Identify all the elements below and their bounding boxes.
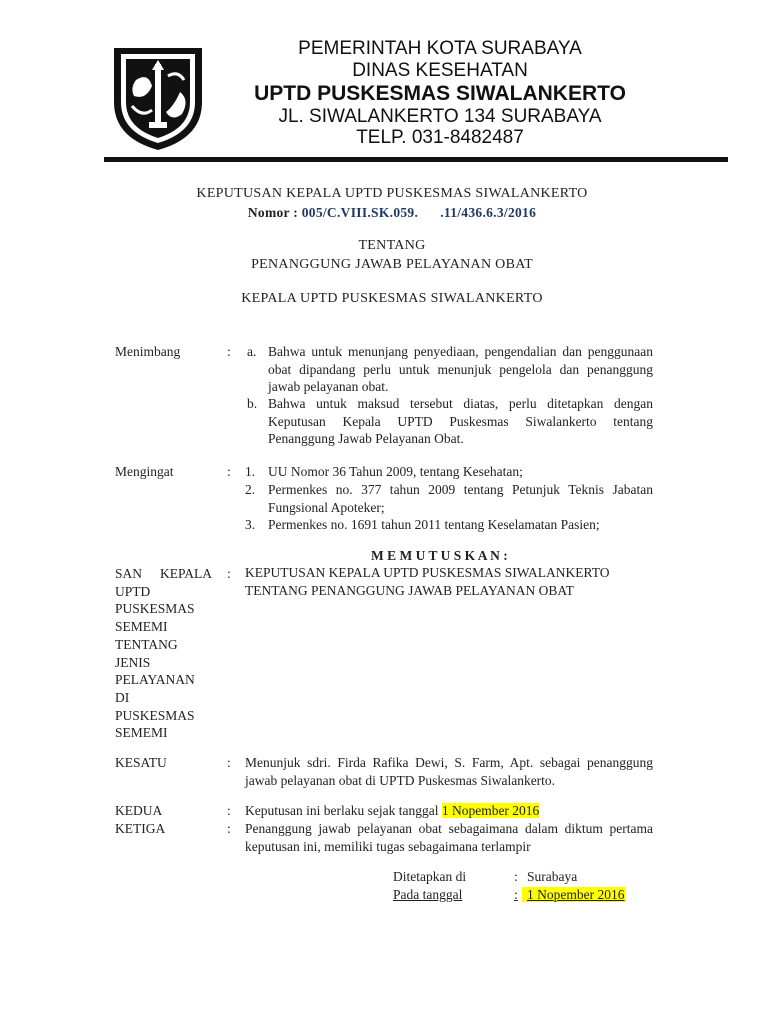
menimbang-marker-a: a. xyxy=(247,344,257,359)
ketiga-label: KETIGA xyxy=(115,821,166,836)
letterhead-divider xyxy=(104,157,728,162)
menetapkan-label-line: PUSKESMAS xyxy=(115,601,195,617)
menetapkan-label xyxy=(115,565,215,742)
kedua-colon: : xyxy=(227,803,231,818)
letterhead-department: DINAS KESEHATAN xyxy=(352,60,528,81)
menimbang-colon: : xyxy=(227,344,231,359)
ditetapkan-value: Surabaya xyxy=(527,869,578,884)
letterhead-phone: TELP. 031-8482487 xyxy=(356,127,524,148)
menetapkan-label-line: SEMEMI xyxy=(115,725,168,741)
kedua-text xyxy=(245,802,665,820)
decree-number xyxy=(104,205,680,221)
decree-subject: PENANGGUNG JAWAB PELAYANAN OBAT xyxy=(251,257,533,272)
tanggal-value xyxy=(522,886,626,904)
letterhead xyxy=(0,0,768,170)
menetapkan-label-line: JENIS xyxy=(115,654,151,670)
mengingat-item-1: UU Nomor 36 Tahun 2009, tentang Kesehatan; xyxy=(268,464,523,479)
decree-number-value: 005/C.VIII.SK.059. xyxy=(301,205,419,220)
menimbang-item-b: Bahwa untuk maksud tersebut diatas, perlu ditetapkan dengan Keputusan Kepala UPTD Puskesmas Siwalankerto tentang Penanggung Jawab Pelayanan Obat. xyxy=(268,396,653,446)
decree-issuer: KEPALA UPTD PUSKESMAS SIWALANKERTO xyxy=(241,291,543,306)
mengingat-colon: : xyxy=(227,464,231,479)
menimbang-item-a: Bahwa untuk menunjang penyediaan, pengendalian dan penggunaan obat dipandang perlu untuk menunjuk pengelola dan penanggung jawab pelayanan obat. xyxy=(268,344,653,394)
letterhead-government: PEMERINTAH KOTA SURABAYA xyxy=(298,38,582,59)
tentang-heading: TENTANG xyxy=(358,238,426,253)
ketiga-colon: : xyxy=(227,821,231,836)
kedua-text-body: Keputusan ini berlaku sejak tanggal xyxy=(245,803,442,818)
mengingat-label: Mengingat xyxy=(115,464,174,479)
decree-number-value-suffix: .11/436.6.3/2016 xyxy=(440,205,537,220)
kedua-label: KEDUA xyxy=(115,803,163,818)
ditetapkan-label: Ditetapkan di xyxy=(393,869,467,884)
menetapkan-label-line: SEMEMI xyxy=(115,619,168,635)
mengingat-marker-2: 2. xyxy=(245,482,256,497)
mengingat-marker-1: 1. xyxy=(245,464,256,479)
menetapkan-colon: : xyxy=(227,566,231,581)
menimbang-marker-b: b. xyxy=(247,396,258,411)
menetapkan-label-line: DI xyxy=(115,689,130,705)
letterhead-address: JL. SIWALANKERTO 134 SURABAYA xyxy=(278,106,602,127)
decree-number-label: Nomor : xyxy=(247,205,302,220)
ketiga-text: Penanggung jawab pelayanan obat sebagaimana dalam diktum pertama keputusan ini, memiliki tugas sebagaimana terlampir xyxy=(245,821,653,854)
tanggal-value-highlight: 1 Nopember 2016 xyxy=(522,887,626,902)
kesatu-label: KESATU xyxy=(115,755,167,770)
menimbang-label: Menimbang xyxy=(115,344,181,359)
kesatu-colon: : xyxy=(227,755,231,770)
tanggal-label: Pada tanggal xyxy=(393,887,463,902)
menetapkan-text-line1: KEPUTUSAN KEPALA UPTD PUSKESMAS SIWALANKERTO xyxy=(245,565,610,580)
menetapkan-label-line: SAN KEPALA xyxy=(115,566,212,581)
kesatu-text: Menunjuk sdri. Firda Rafika Dewi, S. Farm, Apt. sebagai penanggung jawab pelayanan obat di UPTD Puskesmas Siwalankerto. xyxy=(245,755,653,788)
mengingat-item-3: Permenkes no. 1691 tahun 2011 tentang Keselamatan Pasien; xyxy=(268,517,600,532)
memutuskan-heading: M E M U T U S K A N : xyxy=(371,548,508,563)
menetapkan-label-line: UPTD xyxy=(115,583,151,599)
mengingat-item-2: Permenkes no. 377 tahun 2009 tentang Petunjuk Teknis Jabatan Fungsional Apoteker; xyxy=(268,482,653,515)
menetapkan-label-line: PELAYANAN xyxy=(115,672,195,688)
tanggal-colon: : xyxy=(514,887,518,902)
menetapkan-text xyxy=(245,564,665,599)
surabaya-coat-of-arms-icon xyxy=(108,40,208,153)
menetapkan-label-line: PUSKESMAS xyxy=(115,707,195,723)
menetapkan-label-line: TENTANG xyxy=(115,636,178,652)
menetapkan-text-line2: TENTANG PENANGGUNG JAWAB PELAYANAN OBAT xyxy=(245,582,574,598)
mengingat-marker-3: 3. xyxy=(245,517,256,532)
ditetapkan-colon: : xyxy=(514,869,518,884)
decree-title: KEPUTUSAN KEPALA UPTD PUSKESMAS SIWALANKERTO xyxy=(196,186,588,201)
letterhead-institution: UPTD PUSKESMAS SIWALANKERTO xyxy=(254,82,626,105)
kedua-date: 1 Nopember 2016 xyxy=(441,803,540,818)
